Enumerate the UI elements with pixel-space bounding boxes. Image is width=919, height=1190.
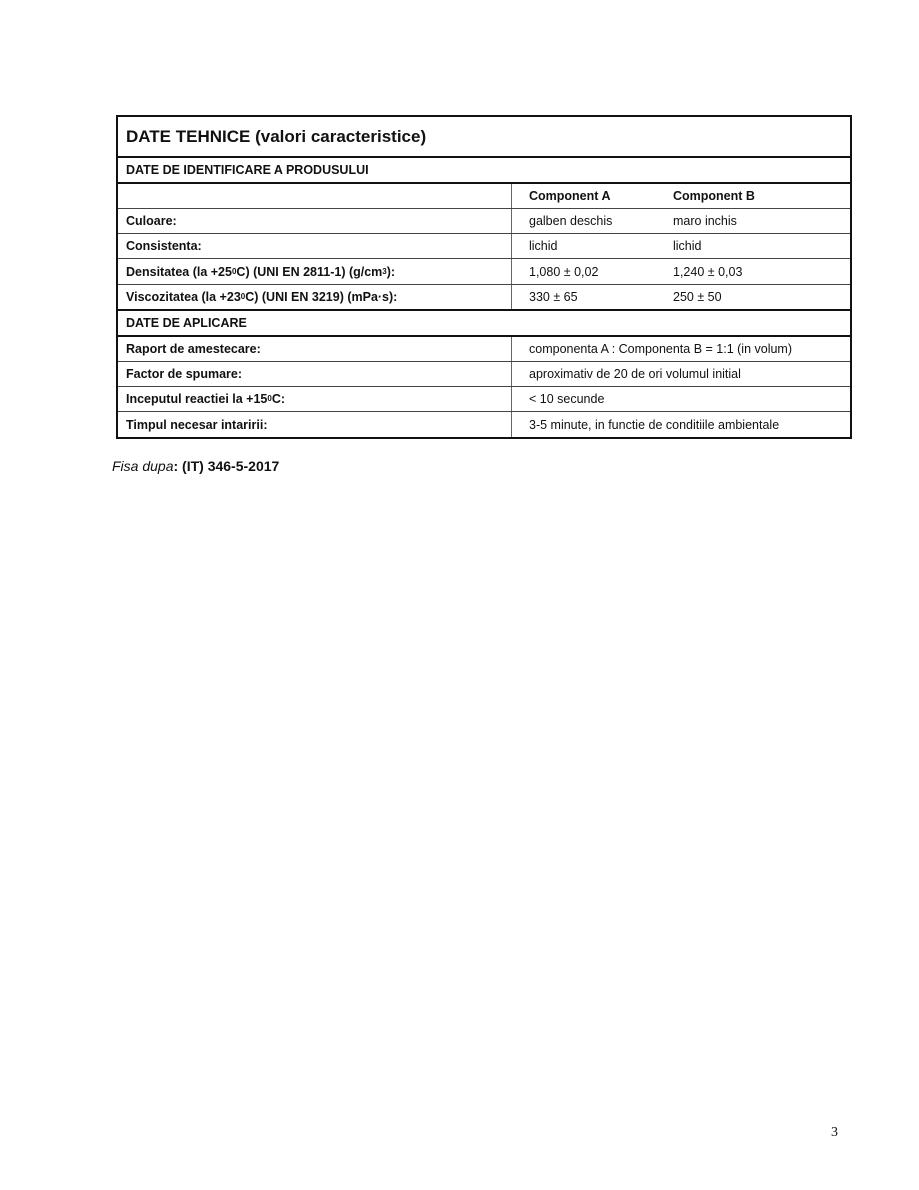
value-component-a: 1,080 ± 0,02 (529, 264, 599, 279)
section-heading-application (118, 311, 850, 337)
value-component-b: 250 ± 50 (673, 290, 722, 304)
section-heading-text: DATE DE APLICARE (126, 316, 247, 330)
column-header-row (118, 184, 850, 209)
page-number: 3 (831, 1125, 838, 1140)
row-label: Timpul necesar intaririi: (118, 412, 512, 437)
value-component-b: 1,240 ± 0,03 (673, 264, 743, 279)
row-label: Consistenta: (118, 234, 512, 258)
label-part: Inceputul reactiei la +15 (126, 392, 268, 406)
table-title (118, 117, 850, 158)
row-label: Raport de amestecare: (118, 337, 512, 361)
row-label: Culoare: (118, 209, 512, 233)
label-part: ): (386, 264, 396, 279)
row-label: Densitatea (la +25 0 C) (UNI EN 2811-1) (g/cm 3 ): (118, 259, 512, 284)
table-row-timpul (118, 412, 850, 437)
row-label: Inceputul reactiei la +15 0 C: (118, 387, 512, 411)
label-part: Viscozitatea (la +23 (126, 290, 241, 304)
table-row-culoare (118, 209, 850, 234)
table-row-raport (118, 337, 850, 362)
label-part: C: (271, 392, 286, 406)
value-component-a: lichid (529, 239, 558, 253)
table-title-text: DATE TEHNICE (valori caracteristice) (126, 126, 427, 146)
section-heading-text: DATE DE IDENTIFICARE A PRODUSULUI (126, 163, 369, 177)
value-component-a: galben deschis (529, 214, 613, 228)
source-value: (IT) 346-5-2017 (182, 458, 280, 474)
value-component-b: lichid (673, 239, 702, 253)
row-value: aproximativ de 20 de ori volumul initial (529, 367, 741, 381)
label-part: C) (UNI EN 3219) (mPa·s): (245, 290, 398, 304)
label-part: C) (UNI EN 2811-1) (g/cm (236, 264, 383, 279)
column-header-component-b: Component B (673, 189, 755, 203)
technical-data-table (116, 115, 852, 439)
table-row-densitatea (118, 259, 850, 285)
column-header-empty (118, 184, 512, 208)
table-row-viscozitatea (118, 285, 850, 311)
source-reference (112, 458, 279, 474)
row-label: Factor de spumare: (118, 362, 512, 386)
row-value: < 10 secunde (529, 392, 605, 406)
row-value: componenta A : Componenta B = 1:1 (in volum) (529, 342, 793, 356)
label-part: Densitatea (la +25 (126, 264, 232, 279)
table-row-inceputul (118, 387, 850, 412)
row-label: Viscozitatea (la +23 0 C) (UNI EN 3219) (mPa·s): (118, 285, 512, 309)
value-component-b: maro inchis (673, 214, 737, 228)
row-value: 3-5 minute, in functie de conditiile ambientale (529, 417, 780, 432)
source-label: Fisa dupa (112, 458, 174, 474)
table-row-consistenta (118, 234, 850, 259)
value-component-a: 330 ± 65 (529, 290, 578, 304)
table-row-factor (118, 362, 850, 387)
column-header-component-a: Component A (529, 189, 611, 203)
source-separator: : (173, 458, 183, 474)
section-heading-identification (118, 158, 850, 184)
